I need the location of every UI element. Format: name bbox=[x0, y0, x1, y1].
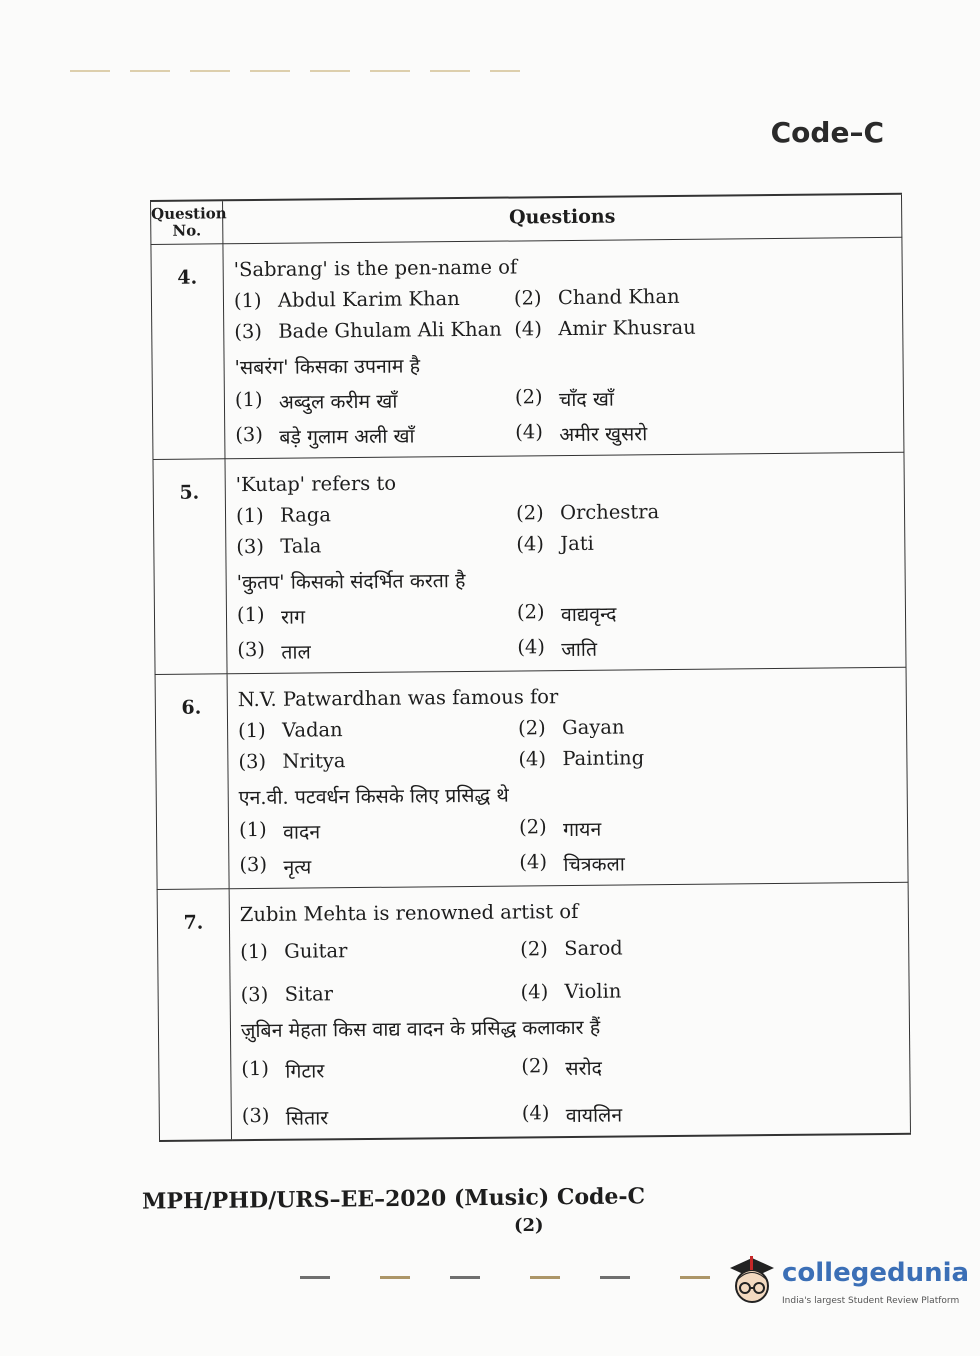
option-text: Nritya bbox=[282, 749, 346, 773]
footer-title: MPH/PHD/URS–EE–2020 (Music) Code-C bbox=[141, 1183, 646, 1215]
option-en bbox=[514, 314, 892, 341]
option-hi bbox=[521, 1051, 899, 1082]
option-label: (3) bbox=[238, 749, 267, 774]
option-en bbox=[234, 287, 514, 313]
option-en bbox=[238, 747, 518, 773]
options-hi bbox=[241, 1051, 900, 1131]
header-question-no: Question No. bbox=[151, 200, 223, 244]
option-text: वाद्यवृन्द bbox=[560, 602, 617, 627]
question-text-hi: ज़ुबिन मेहता किस वाद्य वादन के प्रसिद्ध कलाकार हैं bbox=[240, 1015, 601, 1043]
option-text: Painting bbox=[562, 746, 645, 771]
question-number: 5. bbox=[153, 459, 227, 675]
brand-watermark bbox=[722, 1250, 970, 1310]
question-table-sheet bbox=[150, 193, 911, 1178]
option-label: (2) bbox=[513, 286, 542, 310]
option-text: सरोद bbox=[565, 1056, 603, 1081]
option-hi bbox=[519, 812, 897, 843]
option-text: ताल bbox=[281, 640, 311, 664]
option-hi bbox=[237, 600, 517, 630]
table-header-row bbox=[151, 194, 902, 245]
option-text: चाँद खाँ bbox=[558, 387, 615, 412]
paper-code: Code–C bbox=[770, 116, 884, 149]
option-label: (1) bbox=[241, 1056, 270, 1081]
option-label: (1) bbox=[235, 503, 264, 528]
option-text: जाति bbox=[561, 637, 598, 662]
scan-edge-line bbox=[70, 70, 520, 72]
option-hi bbox=[517, 632, 895, 663]
option-en bbox=[241, 980, 521, 1006]
option-label: (4) bbox=[520, 980, 549, 1004]
option-label: (4) bbox=[515, 420, 543, 444]
option-label: (4) bbox=[517, 635, 546, 659]
option-hi bbox=[519, 847, 897, 878]
option-en bbox=[518, 744, 896, 771]
question-text-en: 'Kutap' refers to bbox=[235, 471, 397, 497]
option-text: Bade Ghulam Ali Khan bbox=[278, 317, 502, 343]
option-label: (2) bbox=[521, 1054, 550, 1078]
option-label: (1) bbox=[236, 602, 265, 627]
option-en bbox=[516, 529, 894, 556]
option-label: (3) bbox=[240, 982, 269, 1007]
header-questions: Questions bbox=[223, 194, 902, 244]
option-text: Orchestra bbox=[559, 500, 660, 525]
option-text: राग bbox=[280, 605, 306, 629]
option-label: (3) bbox=[239, 852, 268, 877]
option-label: (1) bbox=[237, 718, 266, 743]
question-text-en: 'Sabrang' is the pen-name of bbox=[233, 255, 518, 282]
option-label: (1) bbox=[238, 817, 267, 842]
question-text-hi: एन.वी. पटवर्धन किसके लिए प्रसिद्ध थे bbox=[238, 783, 509, 810]
option-label: (3) bbox=[241, 1103, 270, 1128]
question-number: 6. bbox=[155, 674, 229, 890]
option-label: (4) bbox=[521, 1101, 550, 1125]
option-hi bbox=[242, 1101, 522, 1131]
question-row bbox=[157, 882, 910, 1141]
option-label: (2) bbox=[514, 385, 543, 409]
question-number: 7. bbox=[157, 889, 231, 1141]
option-en bbox=[520, 934, 898, 961]
option-label: (2) bbox=[520, 937, 548, 961]
mascot-icon bbox=[722, 1250, 782, 1310]
question-text-en: N.V. Patwardhan was famous for bbox=[237, 685, 559, 712]
option-hi bbox=[235, 386, 515, 416]
option-label: (2) bbox=[518, 815, 547, 839]
option-text: सितार bbox=[285, 1106, 329, 1130]
option-label: (1) bbox=[234, 387, 263, 412]
option-en bbox=[516, 498, 894, 525]
options-en bbox=[240, 934, 899, 1006]
question-body bbox=[229, 882, 910, 1140]
option-hi bbox=[239, 815, 519, 845]
option-en bbox=[236, 502, 516, 528]
option-label: (3) bbox=[235, 422, 263, 447]
option-text: Amir Khusrau bbox=[558, 315, 696, 341]
option-text: Chand Khan bbox=[557, 284, 680, 310]
option-en bbox=[234, 318, 514, 344]
option-text: Vadan bbox=[281, 718, 343, 742]
option-label: (4) bbox=[519, 850, 548, 874]
option-en bbox=[236, 533, 516, 559]
options-hi bbox=[237, 597, 896, 665]
option-label: (1) bbox=[240, 939, 268, 964]
option-en bbox=[238, 716, 518, 742]
question-row bbox=[153, 452, 906, 674]
question-text-hi: 'कुतप' किसको संदर्भित करता है bbox=[236, 568, 466, 595]
option-text: Abdul Karim Khan bbox=[277, 287, 460, 312]
option-text: अब्दुल करीम खाँ bbox=[278, 389, 398, 414]
question-body bbox=[227, 667, 908, 889]
brand-name: collegedunia bbox=[782, 1258, 970, 1288]
option-en bbox=[518, 713, 896, 740]
option-en bbox=[521, 977, 899, 1004]
option-hi bbox=[515, 382, 893, 413]
option-label: (3) bbox=[237, 637, 266, 662]
option-hi bbox=[515, 417, 893, 448]
brand-tagline: India's largest Student Review Platform bbox=[782, 1296, 960, 1306]
option-text: Sarod bbox=[564, 936, 623, 961]
option-text: अमीर खुसरो bbox=[559, 422, 648, 447]
question-body bbox=[223, 237, 904, 459]
options-hi bbox=[239, 812, 898, 880]
option-text: Raga bbox=[279, 503, 332, 527]
page-number: (2) bbox=[514, 1215, 544, 1236]
scan-edge-line-bottom bbox=[300, 1276, 720, 1279]
option-text: Guitar bbox=[284, 939, 348, 963]
option-text: चित्रकला bbox=[563, 852, 625, 877]
option-label: (4) bbox=[514, 317, 542, 341]
option-text: Gayan bbox=[561, 715, 625, 740]
option-text: Sitar bbox=[284, 982, 334, 1006]
option-label: (4) bbox=[518, 747, 547, 771]
option-hi bbox=[517, 597, 895, 628]
option-text: गायन bbox=[562, 817, 602, 842]
option-label: (2) bbox=[516, 600, 545, 624]
question-text-hi: 'सबरंग' किसका उपनाम है bbox=[234, 354, 421, 380]
option-text: नृत्य bbox=[283, 855, 312, 879]
option-label: (2) bbox=[517, 716, 546, 740]
options-en bbox=[234, 283, 892, 343]
option-label: (3) bbox=[234, 319, 263, 344]
option-hi bbox=[235, 421, 515, 451]
question-text-en: Zubin Mehta is renowned artist of bbox=[239, 899, 579, 927]
option-label: (4) bbox=[516, 532, 545, 556]
options-en bbox=[238, 713, 896, 773]
option-hi bbox=[239, 850, 519, 880]
option-hi bbox=[237, 635, 517, 665]
options-hi bbox=[235, 382, 894, 450]
option-text: बड़े गुलाम अली खाँ bbox=[279, 424, 415, 449]
option-text: वायलिन bbox=[565, 1103, 623, 1128]
question-row bbox=[151, 237, 904, 459]
option-text: Violin bbox=[564, 979, 622, 1004]
option-label: (2) bbox=[515, 501, 544, 525]
option-label: (3) bbox=[236, 534, 265, 559]
question-table bbox=[150, 193, 911, 1142]
question-body bbox=[225, 452, 906, 674]
option-en bbox=[514, 283, 892, 310]
question-number: 4. bbox=[151, 244, 225, 460]
options-en bbox=[236, 498, 894, 558]
option-text: Jati bbox=[560, 531, 594, 556]
option-text: गिटार bbox=[285, 1059, 325, 1083]
option-text: वादन bbox=[282, 820, 321, 844]
option-hi bbox=[522, 1098, 900, 1129]
question-row bbox=[155, 667, 908, 889]
option-label: (1) bbox=[233, 288, 262, 313]
option-hi bbox=[241, 1054, 521, 1084]
option-en bbox=[240, 937, 520, 963]
option-text: Tala bbox=[280, 534, 322, 558]
